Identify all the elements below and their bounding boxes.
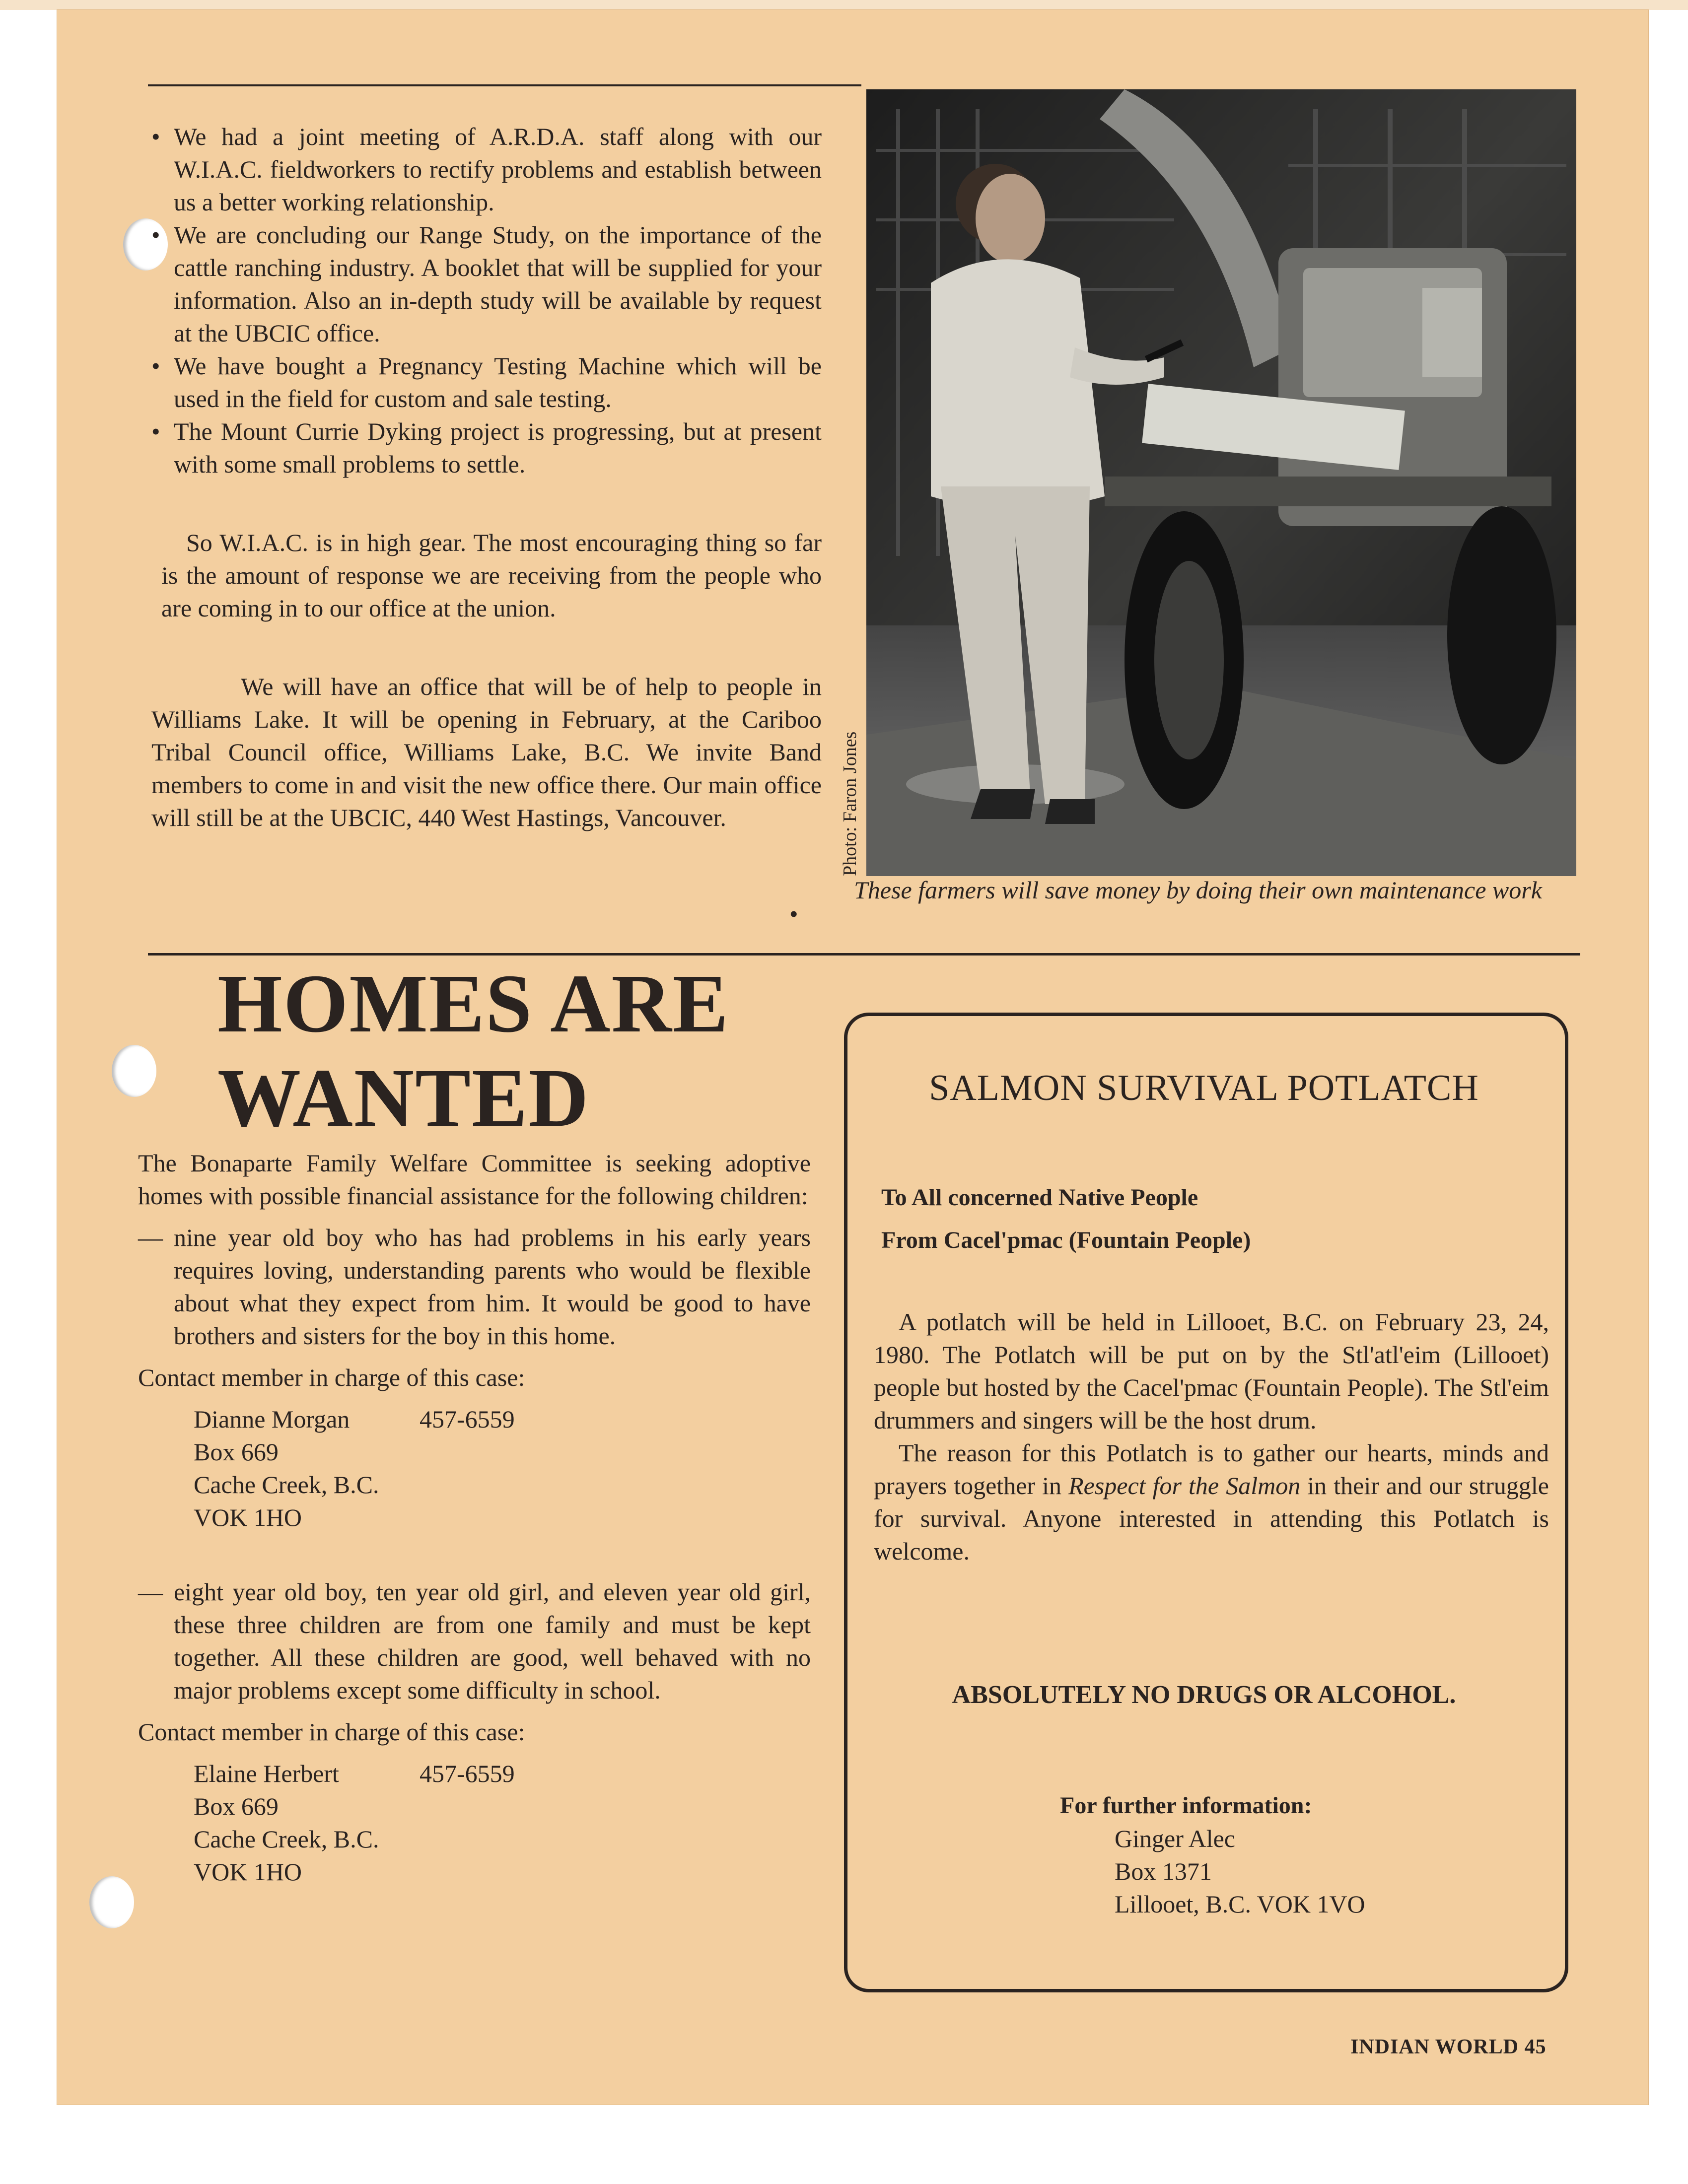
potlatch-to-line: To All concerned Native People bbox=[881, 1184, 1198, 1211]
photo-credit: Photo: Faron Jones bbox=[840, 731, 860, 876]
info-label: For further information: bbox=[1060, 1792, 1312, 1819]
contact-postal: VOK 1HO bbox=[194, 1858, 302, 1886]
info-city: Lillooet, B.C. VOK 1VO bbox=[1115, 1890, 1365, 1918]
page-footer: INDIAN WORLD 45 bbox=[1350, 2036, 1547, 2058]
contact-block-2 bbox=[194, 1757, 811, 1888]
case-list-2 bbox=[138, 1575, 811, 1706]
binder-hole-bottom bbox=[89, 1876, 134, 1928]
section-divider-rule bbox=[148, 953, 1580, 956]
contact-label: Contact member in charge of this case: bbox=[138, 1364, 525, 1391]
potlatch-address-lines bbox=[881, 1176, 1537, 1262]
photo-caption: These farmers will save money by doing their own maintenance work bbox=[854, 876, 1542, 904]
contact-name: Dianne Morgan bbox=[194, 1405, 350, 1433]
info-name: Ginger Alec bbox=[1115, 1825, 1235, 1852]
potlatch-info-block bbox=[1060, 1789, 1365, 1920]
contact-city: Cache Creek, B.C. bbox=[194, 1825, 379, 1853]
emphasis-respect-for-salmon: Respect for the Salmon bbox=[1068, 1472, 1301, 1500]
contact-label: Contact member in charge of this case: bbox=[138, 1718, 525, 1746]
bullet-item: • The Mount Currie Dyking project is progressing, but at present with some small problems to settle. bbox=[151, 415, 822, 480]
info-box: Box 1371 bbox=[1115, 1857, 1212, 1885]
case-list-1 bbox=[138, 1221, 811, 1352]
binder-hole-middle bbox=[112, 1045, 156, 1097]
potlatch-title: SALMON SURVIVAL POTLATCH bbox=[929, 1068, 1479, 1108]
top-rule bbox=[148, 84, 861, 86]
contact-phone: 457-6559 bbox=[420, 1760, 515, 1787]
contact-phone: 457-6559 bbox=[420, 1405, 515, 1433]
bullet-item: • We are concluding our Range Study, on the importance of the cattle ranching industry. A booklet that will be supplied for your information. Also an in-depth study will be available by request at the UBCIC office. bbox=[151, 218, 822, 349]
end-mark: • bbox=[789, 900, 798, 928]
homes-wanted-article bbox=[138, 1147, 811, 1888]
contact-block-1 bbox=[194, 1403, 811, 1534]
potlatch-body bbox=[874, 1305, 1549, 1568]
page-top-edge bbox=[0, 0, 1688, 10]
wiac-bullet-list bbox=[151, 120, 822, 480]
contact-box: Box 669 bbox=[194, 1438, 279, 1466]
paragraph-high-gear: So W.I.A.C. is in high gear. The most encouraging thing so far is the amount of response we are receiving from the people who are coming in to our office at the union. bbox=[161, 529, 822, 622]
homes-headline-line2: WANTED bbox=[217, 1052, 590, 1144]
case-description: — nine year old boy who has had problems in his early years requires loving, understanding parents who would be flexible about what they expect from him. It would be good to have brothers and sisters for the boy in this home. bbox=[138, 1221, 811, 1352]
contact-box: Box 669 bbox=[194, 1792, 279, 1820]
case-description: — eight year old boy, ten year old girl, and eleven year old girl, these three children are from one family and must be kept together. All these children are good, well behaved with no major problems except some difficulty in school. bbox=[138, 1575, 811, 1706]
farmer-maintenance-photo bbox=[866, 89, 1576, 876]
homes-headline-line1: HOMES ARE bbox=[217, 957, 729, 1050]
paragraph-new-office: We will have an office that will be of help to people in Williams Lake. It will be opening in February, at the Cariboo Tribal Council office, Williams Lake, B.C. We invite Band members to come in and visit the new office there. Our main office will still be at the UBCIC, 440 West Hastings, Vancouver. bbox=[151, 673, 822, 831]
wiac-report-column bbox=[151, 120, 822, 834]
contact-city: Cache Creek, B.C. bbox=[194, 1471, 379, 1499]
contact-postal: VOK 1HO bbox=[194, 1503, 302, 1531]
bullet-item: • We have bought a Pregnancy Testing Machine which will be used in the field for custom and sale testing. bbox=[151, 349, 822, 415]
contact-name: Elaine Herbert bbox=[194, 1760, 339, 1787]
potlatch-paragraph-2: The reason for this Potlatch is to gather our hearts, minds and prayers together in Respect for the Salmon in their and our struggle for survival. Anyone interested in attending this Potlatch is welcome. bbox=[874, 1439, 1549, 1565]
bullet-item: • We had a joint meeting of A.R.D.A. staff along with our W.I.A.C. fieldworkers to rectify problems and establish between us a better working relationship. bbox=[151, 120, 822, 218]
potlatch-paragraph-1: A potlatch will be held in Lillooet, B.C. on February 23, 24, 1980. The Potlatch will be put on by the Stl'atl'eim (Lillooet) people but hosted by the Cacel'pmac (Fountain People). The Stl'eim drummers and singers will be the host drum. bbox=[874, 1308, 1549, 1434]
potlatch-from-line: From Cacel'pmac (Fountain People) bbox=[881, 1227, 1251, 1253]
homes-intro: The Bonaparte Family Welfare Committee is seeking adoptive homes with possible financial assistance for the following children: bbox=[138, 1149, 811, 1210]
potlatch-warning: ABSOLUTELY NO DRUGS OR ALCOHOL. bbox=[952, 1681, 1456, 1709]
photo-image bbox=[866, 89, 1576, 876]
